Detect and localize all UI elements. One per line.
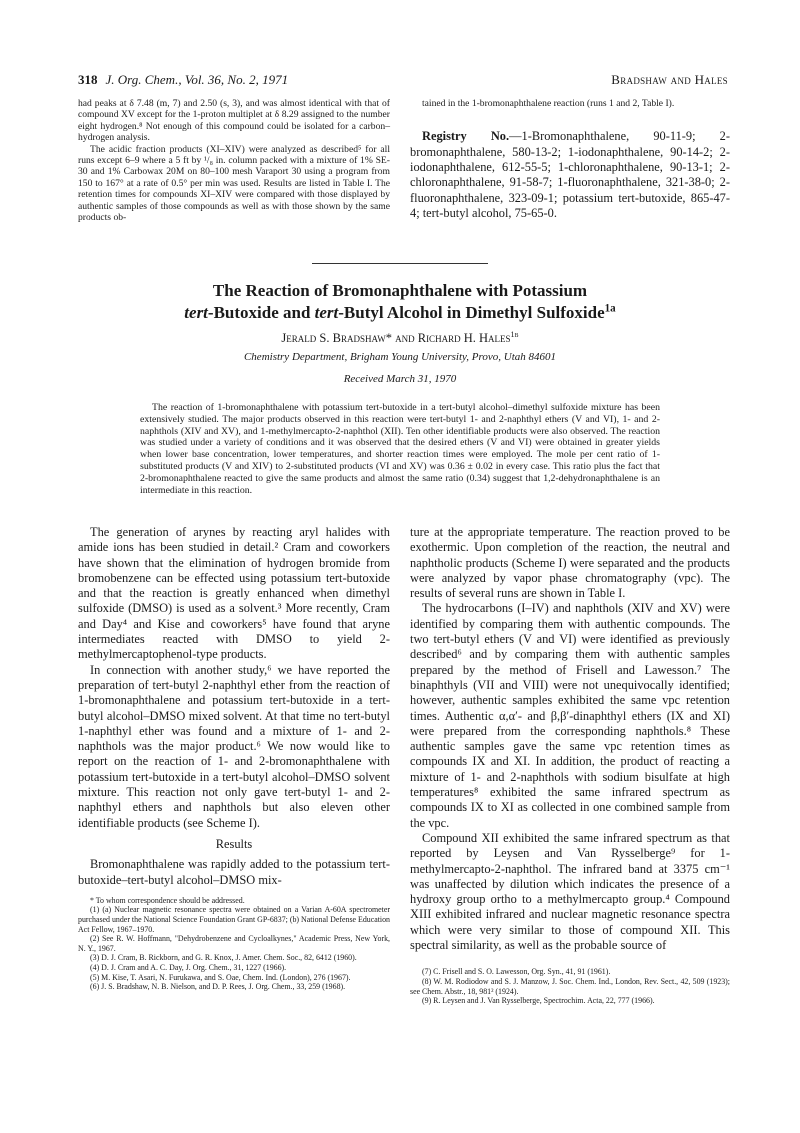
running-header: [78, 72, 728, 90]
footnote-6: (6) J. S. Bradshaw, N. B. Nielson, and D. P. Rees, J. Org. Chem., 33, 259 (1968).: [90, 982, 346, 992]
footnote-5: (5) M. Kise, T. Asari, N. Furukawa, and S. Oae, Chem. Ind. (London), 276 (1967).: [90, 972, 351, 982]
footnote-2: (2) See R. W. Hoffmann, "Dehydrobenzene and Cycloalkynes," Academic Press, New York, N. Y., 1967.: [78, 934, 390, 953]
left-paragraph-1: The generation of arynes by reacting aryl halides with amide ions has been studied in detail.² Cram and coworkers have shown that the elimination of hydrogen bromide from bromobenzene can be effected using potassium tert-butoxide and that the reaction is greatly enhanced when dimethyl sulfoxide (DMSO) is used as a solvent.³ More recently, Cram and Day⁴ and Kise and coworkers⁵ have found that aryne intermediates reacted with DMSO to yield 2-methylmercaptophenol-type products.: [78, 525, 390, 662]
abstract: [140, 402, 660, 496]
page-number: 318: [78, 72, 98, 87]
title-part-b: -Butoxide and: [207, 303, 315, 322]
footnote-corresponding: * To whom correspondence should be addressed.: [90, 895, 245, 905]
top-left-text: [78, 98, 390, 223]
registry-paragraph: [410, 129, 730, 221]
journal-citation: J. Org. Chem., Vol. 36, No. 2, 1971: [105, 72, 289, 87]
footnote-3: (3) D. J. Cram, B. Rickborn, and G. R. Knox, J. Amer. Chem. Soc., 82, 6412 (1960).: [90, 953, 357, 963]
results-heading: Results: [215, 836, 253, 851]
title-part-d: -Butyl Alcohol in Dimethyl Sulfoxide: [338, 303, 605, 322]
top-right-continuation: tained in the 1-bromonaphthalene reaction (runs 1 and 2, Table I).: [422, 98, 675, 109]
header-left: [78, 72, 288, 88]
affiliation: Chemistry Department, Brigham Young University, Provo, Utah 84601: [243, 351, 557, 363]
right-column: [410, 525, 730, 1006]
right-footnotes: [410, 967, 730, 1005]
top-left-paragraph-1: had peaks at δ 7.48 (m, 7) and 2.50 (s, 3), and was almost identical with that of compound XV except for the 1-proton multiplet at δ 8.29 assigned to the number eight hydrogen.⁸ Not enough of this compound could be isolated for a carbon–hydrogen analysis.: [78, 98, 390, 144]
title-line-2: [90, 302, 710, 324]
top-left-paragraph-2: The acidic fraction products (XI–XIV) were analyzed as described⁵ for all runs except 6–9 where a 5 ft by ¹/₈ in. column packed with a mixture of 1% SE-30 and 1% Carbowax 20M on 80–100 mesh Varaport 30 using a program from 150 to 167° at a rate of 0.5° per min was used. Results are listed in Table I. The retention times for compounds XI–XIV were compared with those displayed by authentic samples of those compounds as well as with those shown by the same products ob-: [78, 143, 390, 224]
top-right-text: [410, 98, 730, 221]
right-paragraph-2: The hydrocarbons (I–IV) and naphthols (XIV and XV) were identified by comparing them with authentic compounds. The two tert-butyl ethers (V and VI) were identified as previously described⁶ and by comparing them with authentic samples prepared by the method of Frisell and Lawesson.⁷ The binaphthyls (VII and VIII) were not unequivocally identified; however, authentic samples exhibited the same vpc retention times. Authentic α,α′- and β,β′-dinaphthyl ethers (IX and XI) were prepared from the corresponding naphthols.⁸ These authentic samples gave the same vpc retention times as compounds IX and XI. In addition, the product of reacting a mixture of 1- and 2-naphthols with sodium bisulfate at high temperatures⁸ exhibited the same infrared spectrum as compounds IX to XI as collected in one combined sample from the vpc.: [410, 601, 730, 830]
footnote-7: (7) C. Frisell and S. O. Lawesson, Org. Syn., 41, 91 (1961).: [422, 967, 611, 977]
title-tert-2: tert: [314, 303, 339, 322]
left-paragraph-3: Bromonaphthalene was rapidly added to the potassium tert-butoxide–tert-butyl alcohol–DMSO mix-: [78, 857, 390, 887]
authors: [90, 331, 710, 346]
abstract-text: The reaction of 1-bromonaphthalene with potassium tert-butoxide in a tert-butyl alcohol–dimethyl sulfoxide mixture has been extensively studied. The major products observed in this reaction were tert-butyl 1- and 2-naphthyl ethers (V and VI), 1- and 2-naphthols (XIV and XV), and 1-methylmercapto-2-naphthol (XII). Ten other identifiable products were also observed. The reaction was studied under a variety of conditions and it was observed that the desired ethers (V and VI) were obtained in greater yields when lower base concentration, lower temperatures, and shorter reaction times were employed. The mole per cent ratio of 1-substituted products (V and XIV) to 2-substituted products (VI and XV) was 0.36 ± 0.02 in every case. This ratio plus the fact that 2-bromonaphthalene reacted to give the same products and almost the same ratio (0.34) suggest that 1,2-dehydronaphthalene is an intermediate in this reaction.: [140, 402, 660, 496]
title-footnote-mark: 1a: [604, 302, 616, 315]
left-paragraph-2: In connection with another study,⁶ we have reported the preparation of tert-butyl 2-naphthyl ether from the reaction of 1-bromonaphthalene and potassium tert-butoxide in a tert-butyl alcohol–DMSO mixed solvent. At that time no tert-butyl 1-naphthyl ether was found and a mixture of 1- and 2-naphthols was the major product.⁶ We now would like to report on the reaction of 1- and 2-bromonaphthalene with potassium tert-butoxide in a tert-butyl alcohol–DMSO solvent mixture. This reaction not only gave tert-butyl 1- and 2-naphthyl ethers and naphthols but also eleven other identifiable products (see Scheme I).: [78, 662, 390, 830]
right-paragraph-1: ture at the appropriate temperature. The reaction proved to be exothermic. Upon completion of the reaction, the neutral and naphtholic products (Scheme I) were separated and the products were analyzed by vapor phase chromatography (vpc). The results of several runs are shown in Table I.: [410, 525, 730, 601]
section-divider: [312, 263, 488, 264]
running-head: Bradshaw and Hales: [611, 72, 728, 87]
left-footnotes: [78, 896, 390, 992]
footnote-4: (4) D. J. Cram and A. C. Day, J. Org. Chem., 31, 1227 (1966).: [90, 962, 287, 972]
right-paragraph-3: Compound XII exhibited the same infrared spectrum as that reported by Leysen and Van Rysselberge⁹ for 1-methylmercapto-2-naphthol. The infrared band at 3375 cm⁻¹ was unaffected by dilution which indicates the presence of a hydroxy group ortho to a methylmercapto group.⁴ Compound XIII exhibited infrared and nuclear magnetic resonance spectra which were very similar to those of compound XII. This spectral similarity, as well as the probable source of: [410, 830, 730, 953]
registry-text: —1-Bromonaphthalene, 90-11-9; 2-bromonaphthalene, 580-13-2; 1-iodonaphthalene, 90-14-2; 2-iodonaphthalene, 612-55-5; 1-chloronaphthalene, 90-13-1; 2-chloronaphthalene, 91-58-7; 1-fluoronaphthalene, 321-38-0; 2-fluoronaphthalene, 323-09-1; potassium tert-butoxide, 865-47-4; tert-butyl alcohol, 75-65-0.: [410, 129, 730, 220]
footnote-1: (1) (a) Nuclear magnetic resonance spectra were obtained on a Varian A-60A spectrometer purchased under the National Science Foundation Grant GP-6837; (b) National Defense Education Act Fellow, 1967–1970.: [78, 905, 390, 934]
author-names: Jerald S. Bradshaw* and Richard H. Hales: [281, 331, 511, 345]
registry-label: Registry No.: [422, 129, 510, 144]
author-footnote-mark: 1b: [510, 329, 519, 339]
title-line-1: The Reaction of Bromonaphthalene with Potassium: [212, 281, 588, 300]
footnote-9: (9) R. Leysen and J. Van Rysselberge, Spectrochim. Acta, 22, 777 (1966).: [422, 996, 655, 1006]
footnote-8: (8) W. M. Rodiodow and S. J. Manzow, J. Soc. Chem. Ind., London, Rev. Sect., 42, 509 (1923); see Chem. Abstr., 18, 981² (1924).: [410, 976, 730, 996]
left-column: [78, 525, 390, 992]
title-tert-1: tert: [184, 303, 208, 322]
received-date: Received March 31, 1970: [343, 373, 457, 385]
article-title: [90, 280, 710, 324]
